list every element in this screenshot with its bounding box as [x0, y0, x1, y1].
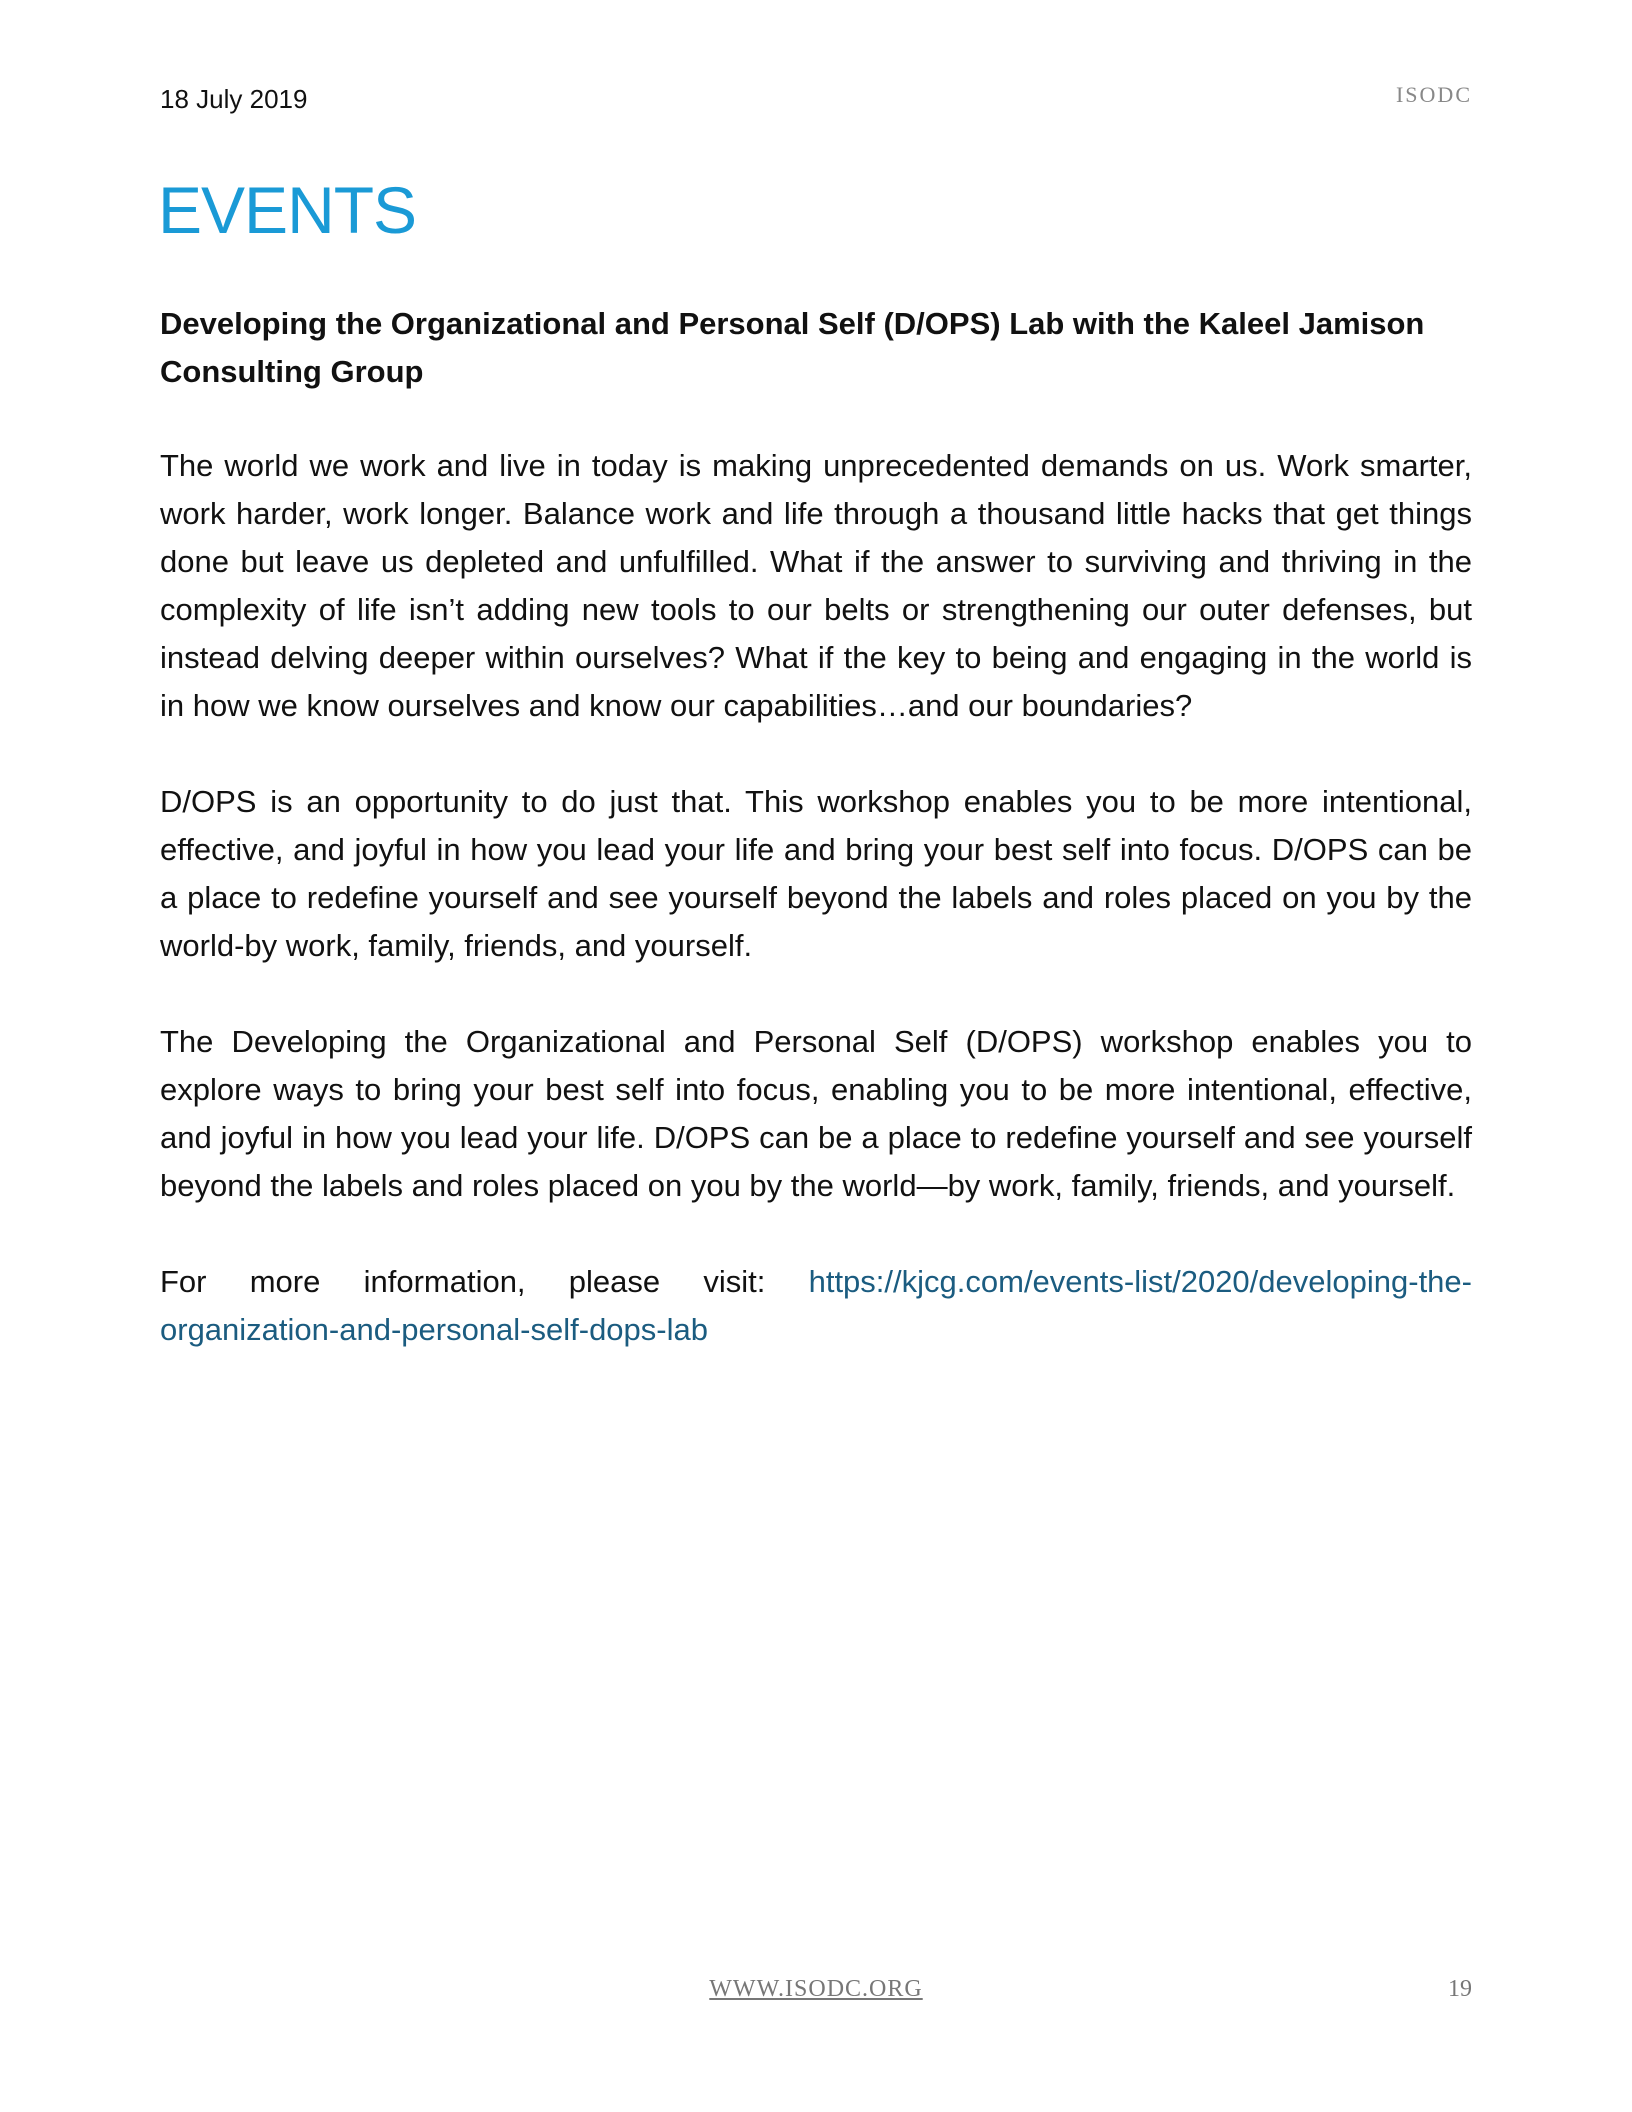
event-paragraph-1: The world we work and live in today is making unprecedented demands on us. Work smarter, work harder, work longer. Balance work and life through a thousand little hacks that get things done but leave us depleted and unfulfilled. What if the answer to surviving and thriving in the complexity of life isn’t adding new tools to our belts or strengthening our outer defenses, but instead delving deeper within ourselves? What if the key to being and engaging in the world is in how we know ourselves and know our capabilities…and our boundaries? [160, 448, 1472, 723]
more-info-link[interactable]: https://kjcg.com/events-list/2020/developing-the-organization-and-personal-self-dops-lab [160, 1264, 1472, 1347]
more-info-paragraph [160, 1258, 1472, 1354]
event-paragraph-3: The Developing the Organizational and Personal Self (D/OPS) workshop enables you to explore ways to bring your best self into focus, enabling you to be more intentional, effective, and joyful in how you lead your life. D/OPS can be a place to redefine yourself and see yourself beyond the labels and roles placed on you by the world—by work, family, friends, and yourself. [160, 1024, 1472, 1203]
page-number: 19 [1448, 1976, 1472, 2002]
header-date: 18 July 2019 [160, 84, 308, 114]
more-info-label: For more information, please visit: [160, 1264, 809, 1299]
event-heading: Developing the Organizational and Personal Self (D/OPS) Lab with the Kaleel Jamison Consulting Group [160, 306, 1425, 389]
event-paragraph-2: D/OPS is an opportunity to do just that. This workshop enables you to be more intentional, effective, and joyful in how you lead your life and bring your best self into focus. D/OPS can be a place to redefine yourself and see yourself beyond the labels and roles placed on you by the world-by work, family, friends, and yourself. [160, 784, 1472, 963]
event-content [160, 300, 1472, 1354]
footer-website-link[interactable]: WWW.ISODC.ORG [709, 1976, 923, 2002]
section-title: EVENTS [158, 173, 417, 247]
header-org: ISODC [1395, 82, 1472, 107]
